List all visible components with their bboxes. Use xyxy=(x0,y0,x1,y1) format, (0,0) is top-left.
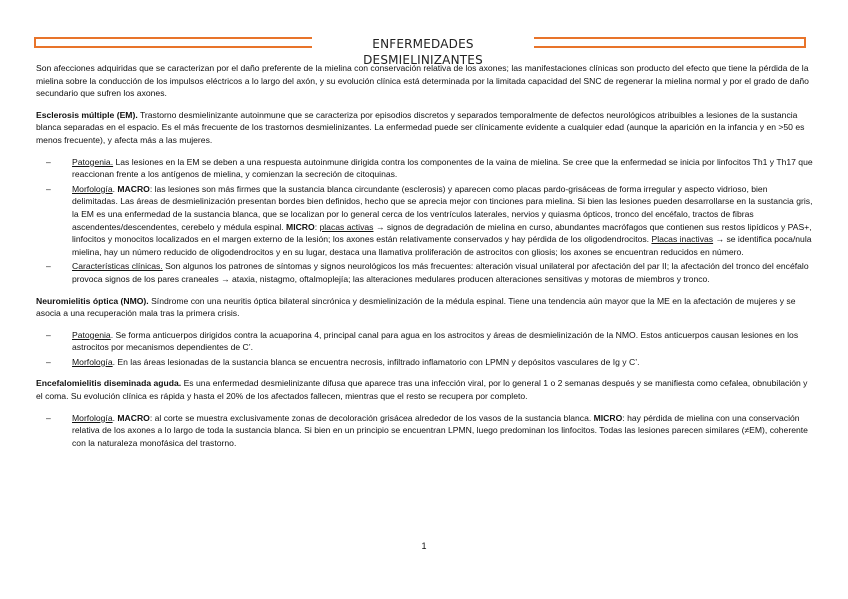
page-number: 1 xyxy=(421,541,427,551)
nmo-paragraph: Neuromielitis óptica (NMO). Síndrome con una neuritis óptica bilateral sincrónica y desmielinización de la médula espinal. Tiene una tendencia aún mayor que la ME en la afectación de mujeres y se asocia a una recuperación mala tras la primera crisis. xyxy=(36,295,796,319)
em-heading: Esclerosis múltiple (EM). xyxy=(36,109,138,120)
em-morfologia: – Morfología. MACRO: las lesiones son más firmes que la sustancia blanca circundante (esclerosis) y aparecen como placas pardo-grisáceas de forma irregular y aspecto vidrioso, bien delimitadas. Las áreas de desmielinización presentan bordes bien definidos, hecho que se aprecia mejor con tinciones para mielina. Si bien las lesiones pueden desarrollarse en la sustancia gris, la EM es una enfermedad de la sustancia blanca, que se localizan por lo general cerca de los ventrículos laterales, nervios y quiasma ópticos, tronco del encéfalo, tractos de fibras ascendentes/descendentes, cerebelo y médula espinal. MICRO: placas activas → signos de degradación de mielina en curso, abundantes macrófagos que contienen sus restos lipídicos y PAS+, linfocitos y monocitos localizados en el margen externo de la lesión; los axones están relativamente conservados y hay pérdida de los oligodendrocitos. Placas inactivas → se identifica poca/nula mielina, hay un número reducido de oligodendrocitos y en su lugar, destaca una llamativa proliferación de astrocitos con gliosis; los axones se encuentran reducidos en número. xyxy=(72,183,814,259)
nmo-heading: Neuromielitis óptica (NMO). xyxy=(36,295,149,306)
edad-heading: Encefalomielitis diseminada aguda. xyxy=(36,378,182,389)
intro-paragraph: Son afecciones adquiridas que se caracterizan por el daño preferente de la mielina con conservación relativa de los axones; las manifestaciones clínicas son producto del efecto que tiene la pérdida de la mielina sobre la conducción de los impulsos eléctricos a lo largo del axón, y su evolución clínica está determinada por la limitada capacidad del SNC de regenerar la mielina normal y por el grado de daño secundario que sufren los axones. xyxy=(36,63,809,99)
edad-list xyxy=(36,412,814,450)
document-body xyxy=(36,62,814,458)
document-title: ENFERMEDADES DESMIELINIZANTES xyxy=(312,36,534,52)
edad-morfologia: – Morfología. MACRO: al corte se muestra exclusivamente zonas de decoloración grisácea alrededor de los vasos de la sustancia blanca. MICRO: hay pérdida de mielina con una conservación relativa de los axones a lo largo de toda la sustancia blanca. Si bien en un principio se encuentran LPMN, luego predominan los linfocitos. Todas las lesiones parecen similares (≠EM), coherente con la naturaleza monofásica del trastorno. xyxy=(72,412,814,450)
em-clinica: – Características clínicas. Son algunos los patrones de síntomas y signos neurológicos los más frecuentes: alteración visual unilateral por afectación del par II; la afectación del tronco del encéfalo provoca signos de los pares craneales → ataxia, nistagmo, oftalmoplejía; las alteraciones medulares producen alteraciones sensitivas y motoras de miembros y tronco. xyxy=(72,260,814,285)
edad-paragraph: Encefalomielitis diseminada aguda. Es una enfermedad desmielinizante difusa que aparece tras una infección viral, por lo general 1 o 2 semanas después y se manifiesta como cefalea, obnubilación y el coma. Su evolución clínica es rápida y hasta el 20% de los afectados fallecen, mientras que el resto se recupera por completo. xyxy=(36,378,808,402)
nmo-morfologia: – Morfología. En las áreas lesionadas de la sustancia blanca se encuentra necrosis, infiltrado inflamatorio con LPMN y depósitos vasculares de Ig y C’. xyxy=(72,356,814,369)
nmo-patogenia: – Patogenia. Se forma anticuerpos dirigidos contra la acuaporina 4, principal canal para agua en los astrocitos y áreas de desmielinización de la NMO. Estos anticuerpos causan lesiones en los astrocitos por mecanismos dependientes de C’. xyxy=(72,329,814,354)
nmo-list xyxy=(36,329,814,369)
em-paragraph: Esclerosis múltiple (EM). Trastorno desmielinizante autoinmune que se caracteriza por episodios discretos y separados temporalmente de defectos neurológicos atribuibles a lesiones de la sustancia blanca separadas en el espacio. Es el más frecuente de los trastornos desmielinizantes. La enfermedad puede ser clínicamente evidente a cualquier edad (aunque la aparición en la infancia y en >50 es menos frecuente), y afecta más a las mujeres. xyxy=(36,109,805,145)
em-patogenia: – Patogenia. Las lesiones en la EM se deben a una respuesta autoinmune dirigida contra los componentes de la vaina de mielina. Se cree que la enfermedad se inicia por linfocitos Th1 y Th17 que reaccionan frente a los antígenos de mielina, y comienzan la secreción de citoquinas. xyxy=(72,156,814,181)
em-list xyxy=(36,156,814,286)
